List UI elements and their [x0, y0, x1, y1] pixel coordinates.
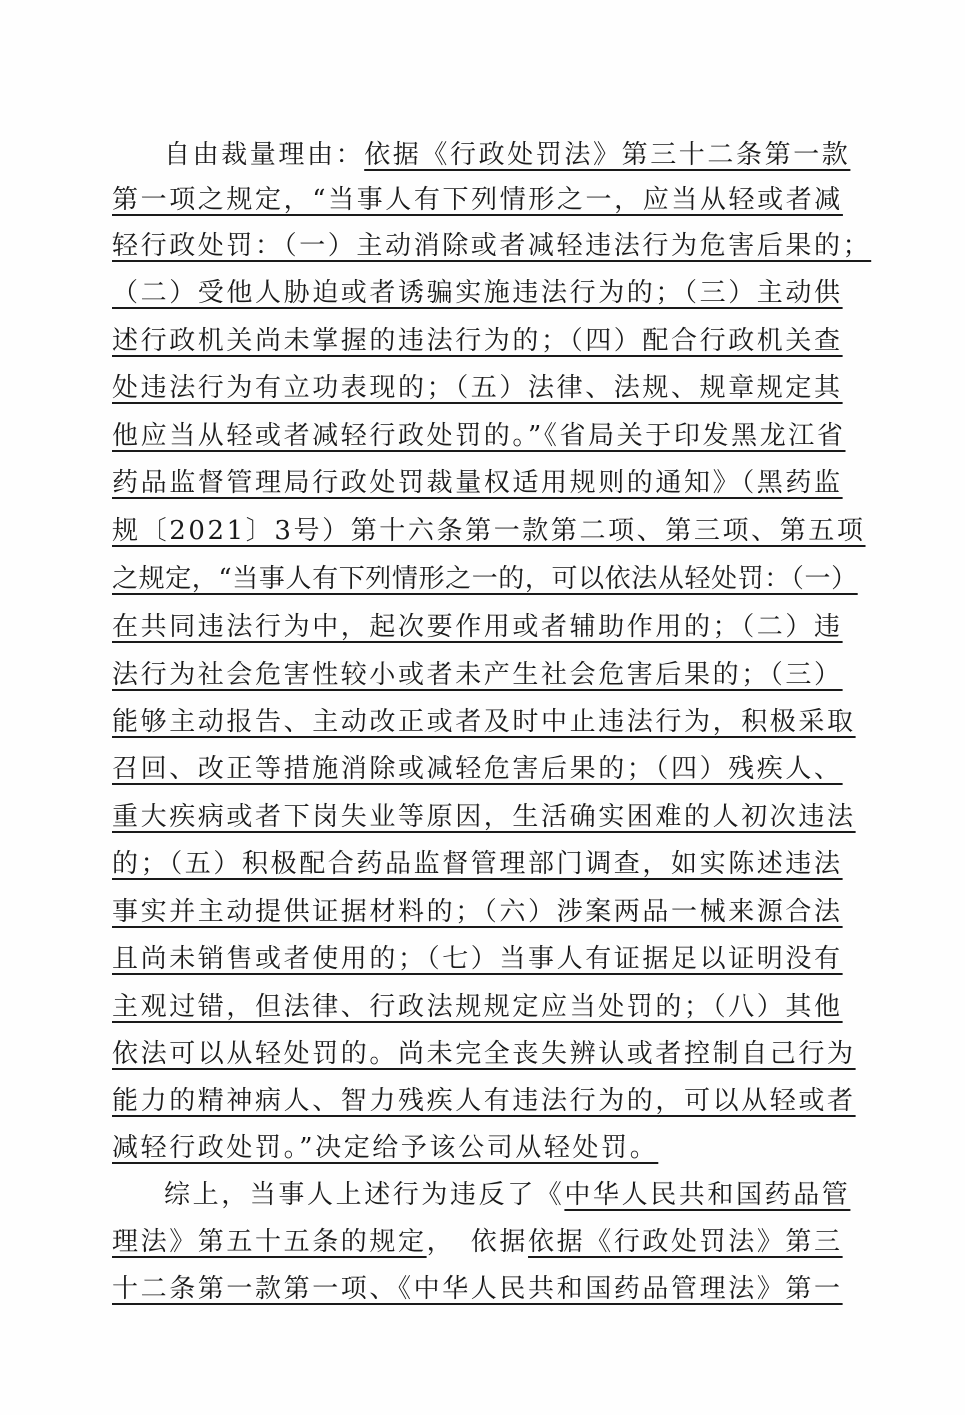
paragraph-line: [112, 1036, 856, 1076]
paragraph-line: [112, 609, 843, 649]
underlined-text: 第一项之规定，“当事人有下列情形之一，应当从轻或者减: [112, 185, 843, 215]
underlined-text: 且尚未销售或者使用的；（七）当事人有证据足以证明没有: [112, 944, 843, 974]
underlined-text: 减轻行政处罚。”决定给予该公司从轻处罚。: [112, 1133, 659, 1163]
conclusion-line: [112, 1224, 843, 1264]
underlined-text: 在共同违法行为中，起次要作用或者辅助作用的；（二）违: [112, 612, 843, 642]
paragraph-line: [112, 799, 856, 839]
underlined-text: 事实并主动提供证据材料的；（六）涉案两品一械来源合法: [112, 897, 843, 927]
discretion-reason-label: 自由裁量理由：: [164, 140, 365, 170]
paragraph-line: [112, 846, 843, 886]
plain-text: 综上，当事人上述行为违反了《: [164, 1180, 565, 1210]
paragraph-line: [112, 657, 843, 697]
paragraph-line: [112, 228, 872, 268]
underlined-text: 中华人民共和国药品管: [564, 1180, 851, 1210]
underlined-text: 之规定，“当事人有下列情形之一的，可以依法从轻处罚：（一）: [112, 564, 858, 594]
paragraph-line: [112, 370, 843, 410]
underlined-text: 轻行政处罚：（一）主动消除或者减轻违法行为危害后果的；: [112, 231, 872, 261]
paragraph-line: [112, 418, 846, 458]
underlined-text: 依据《行政处罚法》第三十二条第一款: [364, 140, 851, 170]
underlined-text: 主观过错，但法律、行政法规规定应当处罚的；（八）其他: [112, 992, 843, 1022]
paragraph-line: [112, 275, 843, 315]
underlined-text: 述行政机关尚未掌握的违法行为的；（四）配合行政机关查: [112, 326, 843, 356]
paragraph-line: [112, 894, 843, 934]
paragraph-line: [112, 137, 874, 177]
paragraph-line: [112, 1130, 822, 1170]
underlined-text: 能力的精神病人、智力残疾人有违法行为的，可以从轻或者: [112, 1086, 856, 1116]
underlined-text: 处违法行为有立功表现的；（五）法律、法规、规章规定其: [112, 373, 843, 403]
plain-text: ， 依据: [426, 1227, 529, 1257]
paragraph-line: [112, 704, 856, 744]
paragraph-line: [112, 561, 858, 601]
underlined-text: 依据《行政处罚法》第三: [528, 1227, 843, 1257]
underlined-text: 规〔2021〕3号）第十六条第一款第二项、第三项、第五项: [112, 516, 866, 546]
paragraph-line: [112, 513, 866, 553]
underlined-text: 召回、改正等措施消除或减轻危害后果的；（四）残疾人、: [112, 754, 843, 784]
underlined-text: 重大疾病或者下岗失业等原因，生活确实困难的人初次违法: [112, 802, 856, 832]
conclusion-line: [112, 1271, 843, 1311]
underlined-text: （二）受他人胁迫或者诱骗实施违法行为的；（三）主动供: [112, 278, 843, 308]
conclusion-line: [112, 1177, 874, 1217]
underlined-text: 理法》第五十五条的规定: [112, 1227, 427, 1257]
paragraph-line: [112, 1083, 856, 1123]
paragraph-line: [112, 941, 843, 981]
underlined-text: 他应当从轻或者减轻行政处罚的。”《省局关于印发黑龙江省: [112, 421, 846, 451]
underlined-text: 药品监督管理局行政处罚裁量权适用规则的通知》（黑药监: [112, 468, 843, 498]
underlined-text: 的；（五）积极配合药品监督管理部门调查，如实陈述违法: [112, 849, 843, 879]
paragraph-line: [112, 465, 843, 505]
paragraph-line: [112, 182, 843, 222]
underlined-text: 依法可以从轻处罚的。尚未完全丧失辨认或者控制自己行为: [112, 1039, 856, 1069]
paragraph-line: [112, 989, 843, 1029]
paragraph-line: [112, 751, 843, 791]
underlined-text: 能够主动报告、主动改正或者及时中止违法行为，积极采取: [112, 707, 856, 737]
underlined-text: 法行为社会危害性较小或者未产生社会危害后果的；（三）: [112, 660, 843, 690]
paragraph-line: [112, 323, 843, 363]
underlined-text: 十二条第一款第一项、《中华人民共和国药品管理法》第一: [112, 1274, 843, 1304]
